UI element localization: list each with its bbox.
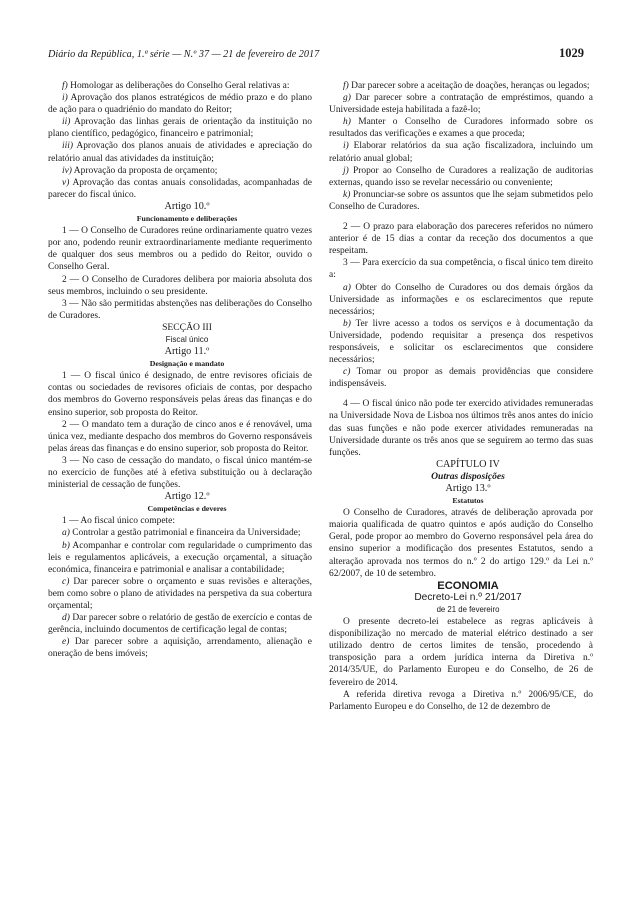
- article-12-title: Artigo 12.º: [164, 491, 210, 503]
- paragraph: 3 — No caso de cessação do mandato, o fiscal único mantém-se no exercício de funções até à efetiva substituição ou à declaração ministerial de cessação de funções.: [48, 455, 312, 491]
- article-10-epigraph: Funcionamento e deliberações: [136, 214, 238, 224]
- paragraph: 1 — Ao fiscal único compete:: [62, 516, 175, 527]
- right-column: [329, 80, 593, 713]
- paragraph: 3 — Não são permitidas abstenções nas deliberações do Conselho de Curadores.: [48, 298, 312, 321]
- decree-date: de 21 de fevereiro: [436, 604, 500, 614]
- list-item: iii) Aprovação dos planos anuais de atividades e apreciação do relatório anual das atividades da instituição;: [48, 141, 312, 164]
- list-item: f) Dar parecer sobre a aceitação de doações, heranças ou legados;: [343, 81, 590, 91]
- paragraph: O presente decreto-lei estabelece as regras aplicáveis à disponibilização no mercado de material elétrico destinado a ser utilizado dentro de certos limites de tensão, procedendo à transposição para a ordem jurídica interna da Diretiva n.º 2014/35/UE, do Parlamento Europeu e do Conselho, de 26 de fevereiro de 2014.: [329, 617, 593, 688]
- paragraph: 1 — O Conselho de Curadores reúne ordinariamente quatro vezes por ano, podendo reunir extraordinariamente mediante requerimento de qualquer dos seus membros ou a pedido do Reitor, ouvido o Conselho Geral.: [48, 226, 312, 273]
- list-item: b) Acompanhar e controlar com regularidade o cumprimento das leis e regulamentos aplicáveis, a execução orçamental, a situação económica, financeira e patrimonial e analisar a contabilidade;: [48, 540, 312, 575]
- list-item: i) Aprovação dos planos estratégicos de médio prazo e do plano de ação para o quadriénio do mandato do Reitor;: [48, 93, 312, 116]
- list-item: ii) Aprovação das linhas gerais de orientação da instituição no plano científico, pedagógico, financeiro e patrimonial;: [48, 117, 312, 140]
- paragraph: 4 — O fiscal único não pode ter exercido atividades remuneradas na Universidade Nova de Lisboa nos últimos três anos antes do início das suas funções e não pode exercer atividades remuneradas na Universidade durante os três anos que se seguirem ao termo das suas funções.: [329, 399, 593, 458]
- paragraph: A referida diretiva revoga a Diretiva n.º 2006/95/CE, do Parlamento Europeu e do Conselho, de 12 de dezembro de: [329, 689, 593, 712]
- paragraph: 2 — O mandato tem a duração de cinco anos e é renovável, uma única vez, mediante despacho dos membros do Governo responsáveis pelas áreas das finanças e do ensino superior, sob proposta do Reitor.: [48, 419, 312, 454]
- list-item: j) Propor ao Conselho de Curadores a realização de auditorias externas, quando isso se revelar necessário ou conveniente;: [329, 165, 593, 188]
- list-item: a) Controlar a gestão patrimonial e financeira da Universidade;: [62, 528, 301, 539]
- article-12-epigraph: Competências e deveres: [147, 504, 227, 514]
- list-item: h) Manter o Conselho de Curadores informado sobre os resultados das verificações e exames a que proceda;: [329, 117, 593, 140]
- list-item: f) Homologar as deliberações do Conselho Geral relativas a:: [62, 81, 290, 91]
- ministry-heading: ECONOMIA: [437, 579, 499, 592]
- list-item: iv) Aprovação da proposta de orçamento;: [62, 165, 218, 176]
- paragraph: 2 — O prazo para elaboração dos pareceres referidos no número anterior é de 15 dias a contar da receção dos documentos a que respeitam.: [329, 222, 593, 257]
- list-item: g) Dar parecer sobre a contratação de empréstimos, quando a Universidade esteja habilitada a fazê-lo;: [329, 93, 593, 116]
- chapter-subtitle: Outras disposições: [431, 470, 505, 482]
- list-item: c) Dar parecer sobre o orçamento e suas revisões e alterações, bem como sobre o plano de atividades na perspetiva da sua cobertura orçamental;: [48, 576, 312, 612]
- chapter-title: CAPÍTULO IV: [436, 458, 500, 470]
- article-11-epigraph: Designação e mandato: [149, 359, 225, 369]
- journal-title: Diário da República, 1.ª série — N.º 37 — 21 de fevereiro de 2017: [48, 49, 320, 60]
- section-subtitle: Fiscal único: [165, 334, 209, 344]
- paragraph: 1 — O fiscal único é designado, de entre revisores oficiais de contas ou sociedades de revisores oficiais de contas, por despacho dos membros do Governo responsáveis pelas áreas das finanças e do ensino superior, sob proposta do Reitor.: [48, 371, 312, 418]
- article-11-title: Artigo 11.º: [164, 346, 210, 358]
- paragraph: 3 — Para exercício da sua competência, o fiscal único tem direito a:: [329, 258, 593, 281]
- section-title: SECÇÃO III: [162, 321, 212, 333]
- list-item: i) Elaborar relatórios da sua ação fiscalizadora, incluindo um relatório anual global;: [329, 141, 593, 164]
- article-13-epigraph: Estatutos: [452, 496, 484, 506]
- spacer: [329, 390, 593, 398]
- page-number: 1029: [559, 46, 584, 60]
- spacer: [329, 213, 593, 221]
- list-item: a) Obter do Conselho de Curadores ou dos demais órgãos da Universidade as informações e os esclarecimentos que repute necessários;: [329, 282, 593, 317]
- article-10-title: Artigo 10.º: [164, 200, 210, 212]
- paragraph: O Conselho de Curadores, através de deliberação aprovada por maioria qualificada de quatro quintos e após audição do Conselho Geral, pode propor ao membro do Governo responsável pela área do ensino superior a modificação dos presentes Estatutos, sendo a alteração aprovada nos termos do n.º 2 do artigo 129.º da Lei n.º 62/2007, de 10 de setembro.: [329, 508, 593, 579]
- list-item: e) Dar parecer sobre a aquisição, arrendamento, alienação e oneração de bens imóveis;: [48, 637, 312, 660]
- paragraph: 2 — O Conselho de Curadores delibera por maioria absoluta dos seus membros, incluindo o seu presidente.: [48, 274, 312, 297]
- list-item: k) Pronunciar-se sobre os assuntos que lhe sejam submetidos pelo Conselho de Curadores.: [329, 189, 593, 212]
- list-item: b) Ter livre acesso a todos os serviços e à documentação da Universidade, podendo requisitar a presença dos respetivos responsáveis, e solicitar os esclarecimentos que considere necessários;: [329, 318, 593, 366]
- page-header: [48, 46, 584, 62]
- left-column: [48, 80, 312, 661]
- decree-title: Decreto-Lei n.º 21/2017: [414, 591, 522, 603]
- list-item: v) Aprovação das contas anuais consolidadas, acompanhadas de parecer do fiscal único.: [48, 177, 312, 200]
- list-item: c) Tomar ou propor as demais providências que considere indispensáveis.: [329, 367, 593, 390]
- article-13-title: Artigo 13.º: [445, 483, 491, 494]
- list-item: d) Dar parecer sobre o relatório de gestão de exercício e contas de gerência, incluindo documentos de certificação legal de contas;: [48, 613, 312, 636]
